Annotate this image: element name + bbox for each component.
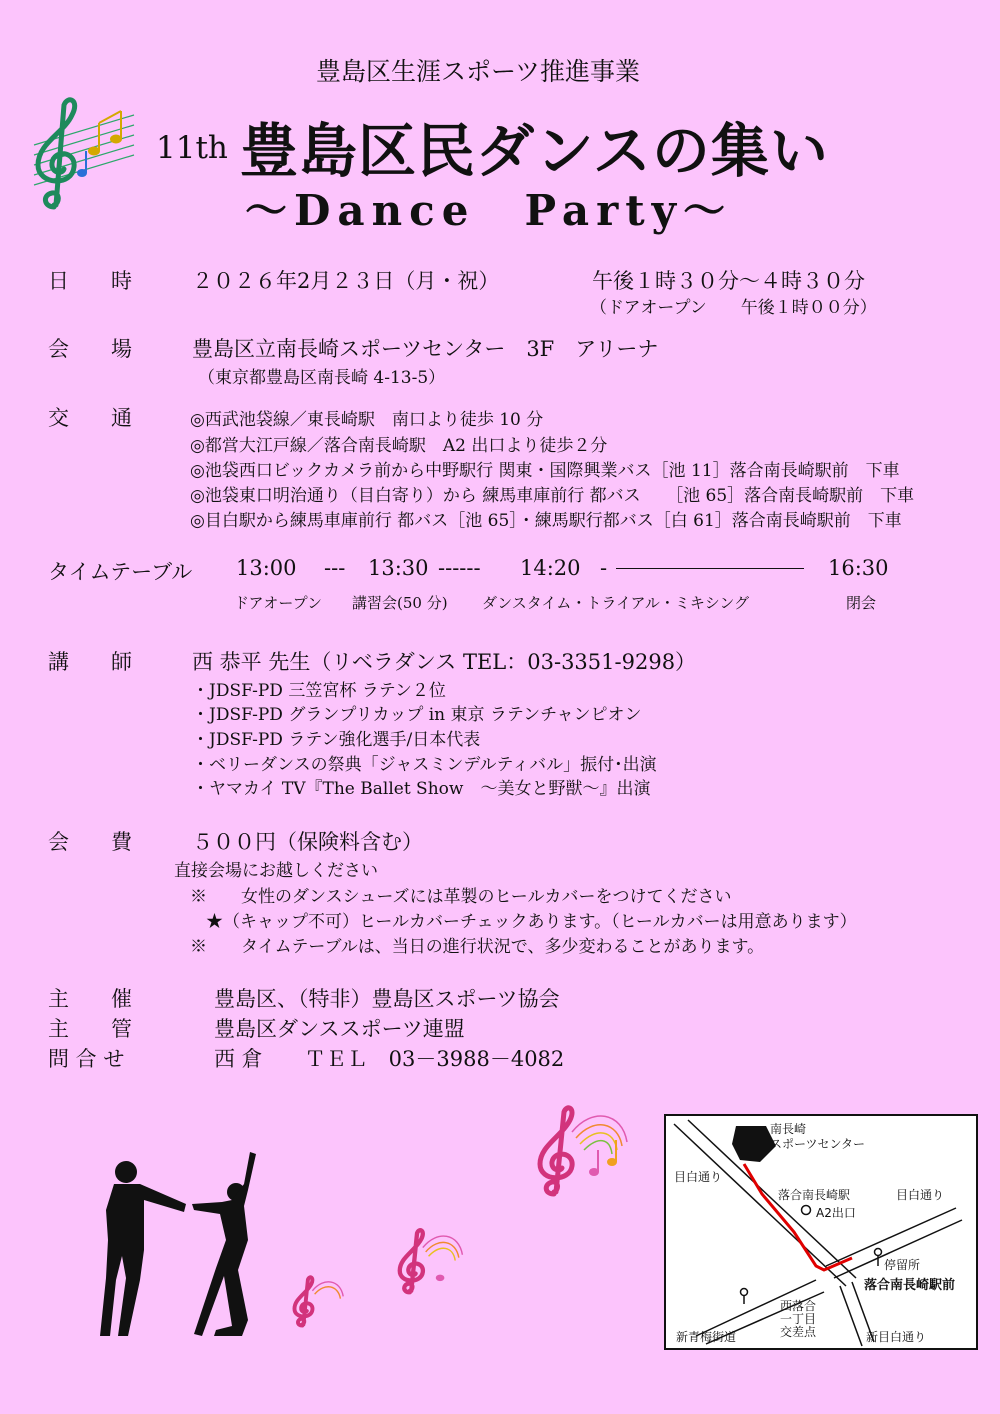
datetime-label: 日 時 xyxy=(48,269,132,293)
fee-notice: ※ タイムテーブルは、当日の進行状況で、多少変わることがあります。 xyxy=(190,937,765,957)
access-map xyxy=(664,1114,978,1350)
timetable-dash: ------ xyxy=(438,556,481,580)
treble-clef-icon xyxy=(24,95,139,215)
venue-name: 豊島区立南長崎スポーツセンター 3F アリーナ xyxy=(192,337,659,361)
organizer-label: 主 催 xyxy=(48,987,132,1011)
map-label-ome: 新青梅街道 xyxy=(676,1330,737,1344)
timetable-label: タイムテーブル xyxy=(48,560,193,584)
instructor-career: ・JDSF-PD グランプリカップ in 東京 ラテンチャンピオン xyxy=(192,705,642,725)
venue-address: （東京都豊島区南長崎 4-13-5） xyxy=(198,368,446,388)
contact-value: 西 倉 ＴＥＬ 03－3988－4082 xyxy=(214,1047,565,1071)
instructor-career: ・ベリーダンスの祭典「ジャスミンデルティバル」振付･出演 xyxy=(192,755,657,775)
timetable-event: ドアオープン xyxy=(234,594,323,612)
map-label-mejiro: 目白通り xyxy=(896,1188,945,1202)
map-label-exit: A2出口 xyxy=(816,1206,856,1220)
organizer-value: 豊島区ダンススポーツ連盟 xyxy=(214,1017,465,1041)
instructor-career: ・JDSF-PD ラテン強化選手/日本代表 xyxy=(192,730,481,750)
fee-notice: ※ 女性のダンスシューズには革製のヒールカバーをつけてください xyxy=(190,887,732,907)
timetable-time: 14:20 xyxy=(520,556,581,580)
treble-clef-icon xyxy=(532,1102,632,1202)
access-label: 交 通 xyxy=(48,406,132,430)
page-subtitle: ～Dance Party～ xyxy=(245,186,733,235)
map-label-mejiro: 目白通り xyxy=(674,1170,723,1184)
instructor-name: 西 恭平 先生（リベラダンス TEL：03-3351-9298） xyxy=(192,650,697,674)
access-line: ◎池袋西口ビックカメラ前から中野駅行 関東・国際興業バス［池 11］落合南長崎駅前 下車 xyxy=(190,461,900,481)
bus-stop-icon xyxy=(741,1289,748,1305)
timetable-time: 16:30 xyxy=(828,556,889,580)
organizer-label: 主 管 xyxy=(48,1017,132,1041)
event-date: ２０２６年2月２３日（月・祝） xyxy=(192,269,500,293)
fee-notice: ★（キャップ不可）ヒールカバーチェックあります。（ヒールカバーは用意あります） xyxy=(206,912,857,932)
map-label-bus-stop: 停留所 xyxy=(884,1258,921,1272)
map-label-crossing: 西落合 一丁目 交差点 xyxy=(780,1299,817,1339)
access-line: ◎都営大江戸線／落合南長崎駅 A2 出口より徒歩２分 xyxy=(190,436,608,456)
timetable-time: 13:30 xyxy=(368,556,429,580)
fee-label: 会 費 xyxy=(48,830,132,854)
fee-note: 直接会場にお越しください xyxy=(174,861,378,881)
event-time: 午後１時３０分～４時３０分 xyxy=(592,269,865,293)
instructor-label: 講 師 xyxy=(48,650,132,674)
dancers-silhouette xyxy=(98,1150,278,1340)
instructor-career: ・ヤマカイ TV『The Ballet Show ～美女と野獣～』出演 xyxy=(192,779,651,799)
page-title: 豊島区民ダンスの集い xyxy=(240,117,829,185)
timetable-dash: - xyxy=(600,556,608,580)
instructor-career: ・JDSF-PD 三笠宮杯 ラテン２位 xyxy=(192,681,446,701)
map-label-bus-stop-name: 落合南長崎駅前 xyxy=(864,1278,956,1293)
station-exit-marker xyxy=(802,1206,811,1215)
access-line: ◎西武池袋線／東長崎駅 南口より徒歩 10 分 xyxy=(190,410,544,430)
timetable-event: 閉会 xyxy=(846,594,877,612)
timetable-time: 13:00 xyxy=(236,556,297,580)
venue-label: 会 場 xyxy=(48,337,132,361)
timetable-event: ダンスタイム・トライアル・ミキシング xyxy=(482,594,750,612)
map-label-new-mejiro: 新目白通り xyxy=(866,1330,927,1344)
fee-amount: ５００円（保険料含む） xyxy=(192,830,423,854)
timetable-dash: --- xyxy=(324,556,346,580)
sponsor-line: 豊島区生涯スポーツ推進事業 xyxy=(316,57,641,86)
access-line: ◎目白駅から練馬車庫前行 都バス［池 65］・練馬駅行都バス［白 61］落合南長崎駅前 下車 xyxy=(190,511,902,531)
map-label-station: 落合南長崎駅 xyxy=(778,1188,851,1202)
access-line: ◎池袋東口明治通り（目白寄り）から 練馬車庫前行 都バス ［池 65］落合南長崎駅前 下車 xyxy=(190,486,915,506)
treble-clef-icon xyxy=(290,1274,346,1330)
organizer-label: 問 合 せ xyxy=(48,1047,125,1071)
door-open-time: （ドアオープン 午後１時００分） xyxy=(590,298,877,318)
treble-clef-icon xyxy=(394,1226,466,1298)
timetable-line xyxy=(616,568,804,569)
edition: 11th xyxy=(156,130,228,166)
map-label-center: 南長崎 スポーツセンター xyxy=(770,1122,866,1151)
organizer-value: 豊島区、（特非）豊島区スポーツ協会 xyxy=(214,987,560,1011)
timetable-event: 講習会(50 分) xyxy=(352,594,448,612)
